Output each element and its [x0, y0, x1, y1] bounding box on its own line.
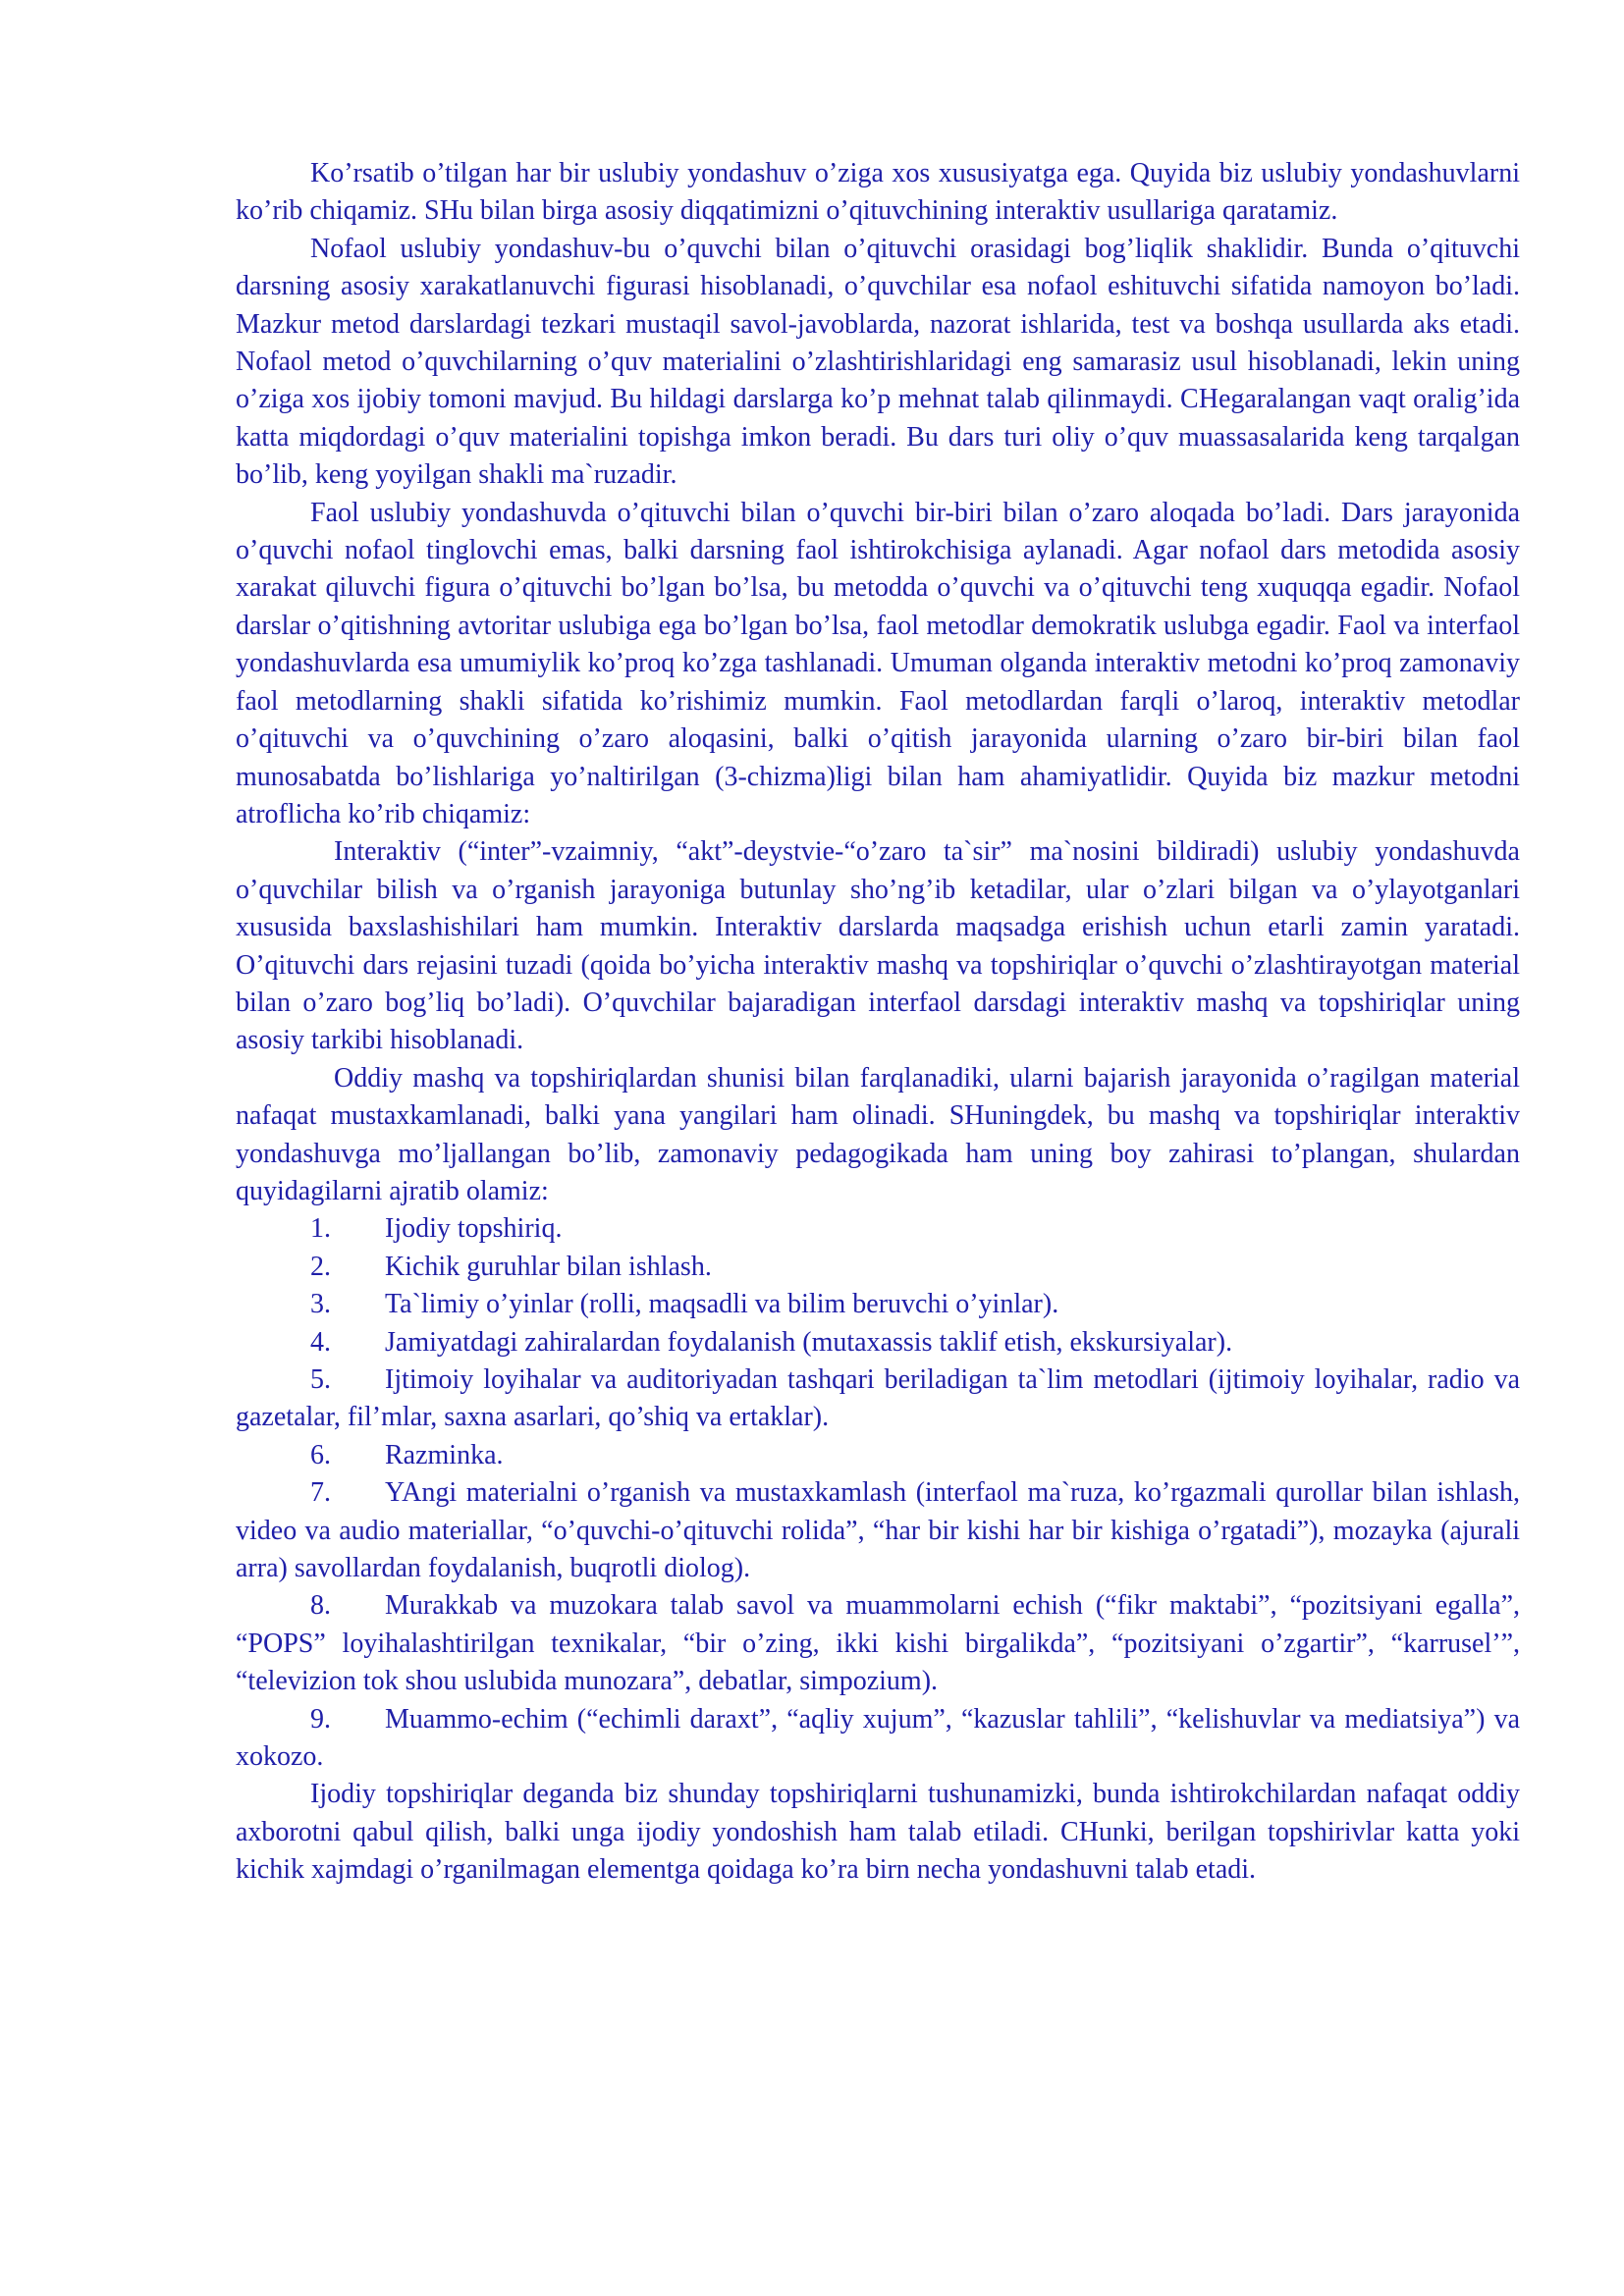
list-item	[236, 1474, 1520, 1587]
list-item	[236, 1324, 1520, 1362]
document-page	[236, 155, 1520, 1890]
list-item	[236, 1286, 1520, 1323]
list-item-text: Razminka.	[385, 1439, 504, 1470]
list-item	[236, 1249, 1520, 1286]
paragraph-interaktiv: Interaktiv (“inter”-vzaimniy, “akt”-deystvie-“o’zaro ta`sir” ma`nosini bildiradi) uslubiy yondashuvda o’quvchilar bilish va o’rganish jarayoniga butunlay sho’ng’ib ketadilar, ular o’zlari bilgan va o’ylayotganlari xususida baxslashishilari ham mumkin. Interaktiv darslarda maqsadga erishish uchun etarli zamin yaratadi. O’qituvchi dars rejasini tuzadi (qoida bo’yicha interaktiv mashq va topshiriqlar o’quvchi o’zlashtirayotgan material bilan o’zaro bog’liq bo’ladi). O’quvchilar bajaradigan interfaol darsdagi interaktiv mashq va topshiriqlar uning asosiy tarkibi hisoblanadi.	[236, 836, 1520, 1056]
list-item-number: 2.	[310, 1251, 331, 1282]
list-item-text: Kichik guruhlar bilan ishlash.	[385, 1251, 712, 1282]
list-item-text: Murakkab va muzokara talab savol va muammolarni echish (“fikr maktabi”, “pozitsiyani egalla”, “POPS” loyihalashtirilgan texnikalar, “bir o’zing, ikki kishi birgalikda”, “pozitsiyani o’zgartir”, “karrusel’”, “televizion tok shou uslubida munozara”, debatlar, simpozium).	[236, 1590, 1520, 1697]
numbered-list	[236, 1210, 1520, 1776]
list-item-number: 3.	[310, 1289, 331, 1320]
paragraph-ijodiy: Ijodiy topshiriqlar deganda biz shunday topshiriqlarni tushunamizki, bunda ishtirokchilardan nafaqat oddiy axborotni qabul qilish, balki unga ijodiy yondoshish ham talab etiladi. CHunki, berilgan topshirivlar katta yoki kichik xajmdagi o’rganilmagan elementga qoidaga ko’ra birn necha yondashuvni talab etadi.	[236, 1779, 1520, 1886]
list-item	[236, 1210, 1520, 1248]
list-item-text: Ijodiy topshiriq.	[385, 1213, 563, 1245]
list-item	[236, 1362, 1520, 1437]
list-item-number: 4.	[310, 1326, 331, 1358]
paragraph-faol: Faol uslubiy yondashuvda o’qituvchi bilan o’quvchi bir-biri bilan o’zaro aloqada bo’ladi. Dars jarayonida o’quvchi nofaol tinglovchi emas, balki darsning faol ishtirokchisiga aylanadi. Agar nofaol dars metodida asosiy xarakat qiluvchi figura o’qituvchi bo’lgan bo’lsa, bu metodda o’quvchi va o’qituvchi teng xuquqqa egadir. Nofaol darslar o’qitishning avtoritar uslubiga ega bo’lgan bo’lsa, faol metodlar demokratik uslubga egadir. Faol va interfaol yondashuvlarda esa umumiylik ko’proq ko’zga tashlanadi. Umuman olganda interaktiv metodni ko’proq zamonaviy faol metodlarning shakli sifatida ko’rishimiz mumkin. Faol metodlardan farqli o’laroq, interaktiv metodlar o’qituvchi va o’quvchining o’zaro aloqasini, balki o’qitish jarayonida ularning o’zaro bir-biri bilan faol munosabatda bo’lishlariga yo’naltirilgan (3-chizma)ligi bilan ham ahamiyatlidir. Quyida biz mazkur metodni atroflicha ko’rib chiqamiz:	[236, 497, 1520, 829]
list-item-number: 1.	[310, 1213, 331, 1245]
list-item-number: 8.	[310, 1590, 331, 1622]
paragraph-intro: Ko’rsatib o’tilgan har bir uslubiy yondashuv o’ziga xos xususiyatga ega. Quyida biz uslubiy yondashuvlarni ko’rib chiqamiz. SHu bilan birga asosiy diqqatimizni o’qituvchining interaktiv usullariga qaratamiz.	[236, 158, 1520, 227]
list-item-text: Jamiyatdagi zahiralardan foydalanish (mutaxassis taklif etish, ekskursiyalar).	[385, 1326, 1233, 1358]
list-item-text: YAngi materialni o’rganish va mustaxkamlash (interfaol ma`ruza, ko’rgazmali qurollar bilan ishlash, video va audio materiallar, “o’quvchi-o’qituvchi rolida”, “har bir kishi har bir kishiga o’rgatadi”), mozayka (ajurali arra) savollardan foydalanish, buqrotli diolog).	[236, 1477, 1520, 1584]
list-item	[236, 1587, 1520, 1700]
list-item-text: Ijtimoiy loyihalar va auditoriyadan tashqari beriladigan ta`lim metodlari (ijtimoiy loyihalar, radio va gazetalar, fil’mlar, saxna asarlari, qo’shiq va ertaklar).	[236, 1364, 1520, 1433]
paragraph-oddiy-mashq: Oddiy mashq va topshiriqlardan shunisi bilan farqlanadiki, ularni bajarish jarayonida o’ragilgan material nafaqat mustaxkamlanadi, balki yana yangilari ham olinadi. SHuningdek, bu mashq va topshiriqlar interaktiv yondashuvga mo’ljallangan bo’lib, zamonaviy pedagogikada ham uning boy zahirasi to’plangan, shulardan quyidagilarni ajratib olamiz:	[236, 1062, 1520, 1206]
paragraph-nofaol: Nofaol uslubiy yondashuv-bu o’quvchi bilan o’qituvchi orasidagi bog’liqlik shaklidir. Bunda o’qituvchi darsning asosiy xarakatlanuvchi figurasi hisoblanadi, o’quvchilar esa nofaol eshituvchi sifatida namoyon bo’ladi. Mazkur metod darslardagi tezkari mustaqil savol-javoblarda, nazorat ishlarida, test va boshqa usullarda aks etadi. Nofaol metod o’quvchilarning o’quv materialini o’zlashtirishlaridagi eng samarasiz usul hisoblanadi, lekin uning o’ziga xos ijobiy tomoni mavjud. Bu hildagi darslarga ko’p mehnat talab qilinmaydi. CHegaralangan vaqt oralig’ida katta miqdordagi o’quv materialini topishga imkon beradi. Bu dars turi oliy o’quv muassasalarida keng tarqalgan bo’lib, keng yoyilgan shakli ma`ruzadir.	[236, 233, 1520, 491]
list-item-number: 7.	[310, 1477, 331, 1509]
list-item	[236, 1701, 1520, 1777]
list-item-number: 6.	[310, 1439, 331, 1470]
list-item-text: Muammo-echim (“echimli daraxt”, “aqliy xujum”, “kazuslar tahlili”, “kelishuvlar va mediatsiya”) va xokozo.	[236, 1703, 1520, 1773]
list-item-number: 9.	[310, 1703, 331, 1735]
list-item-text: Ta`limiy o’yinlar (rolli, maqsadli va bilim beruvchi o’yinlar).	[385, 1289, 1059, 1320]
list-item-number: 5.	[310, 1364, 331, 1395]
list-item	[236, 1437, 1520, 1474]
